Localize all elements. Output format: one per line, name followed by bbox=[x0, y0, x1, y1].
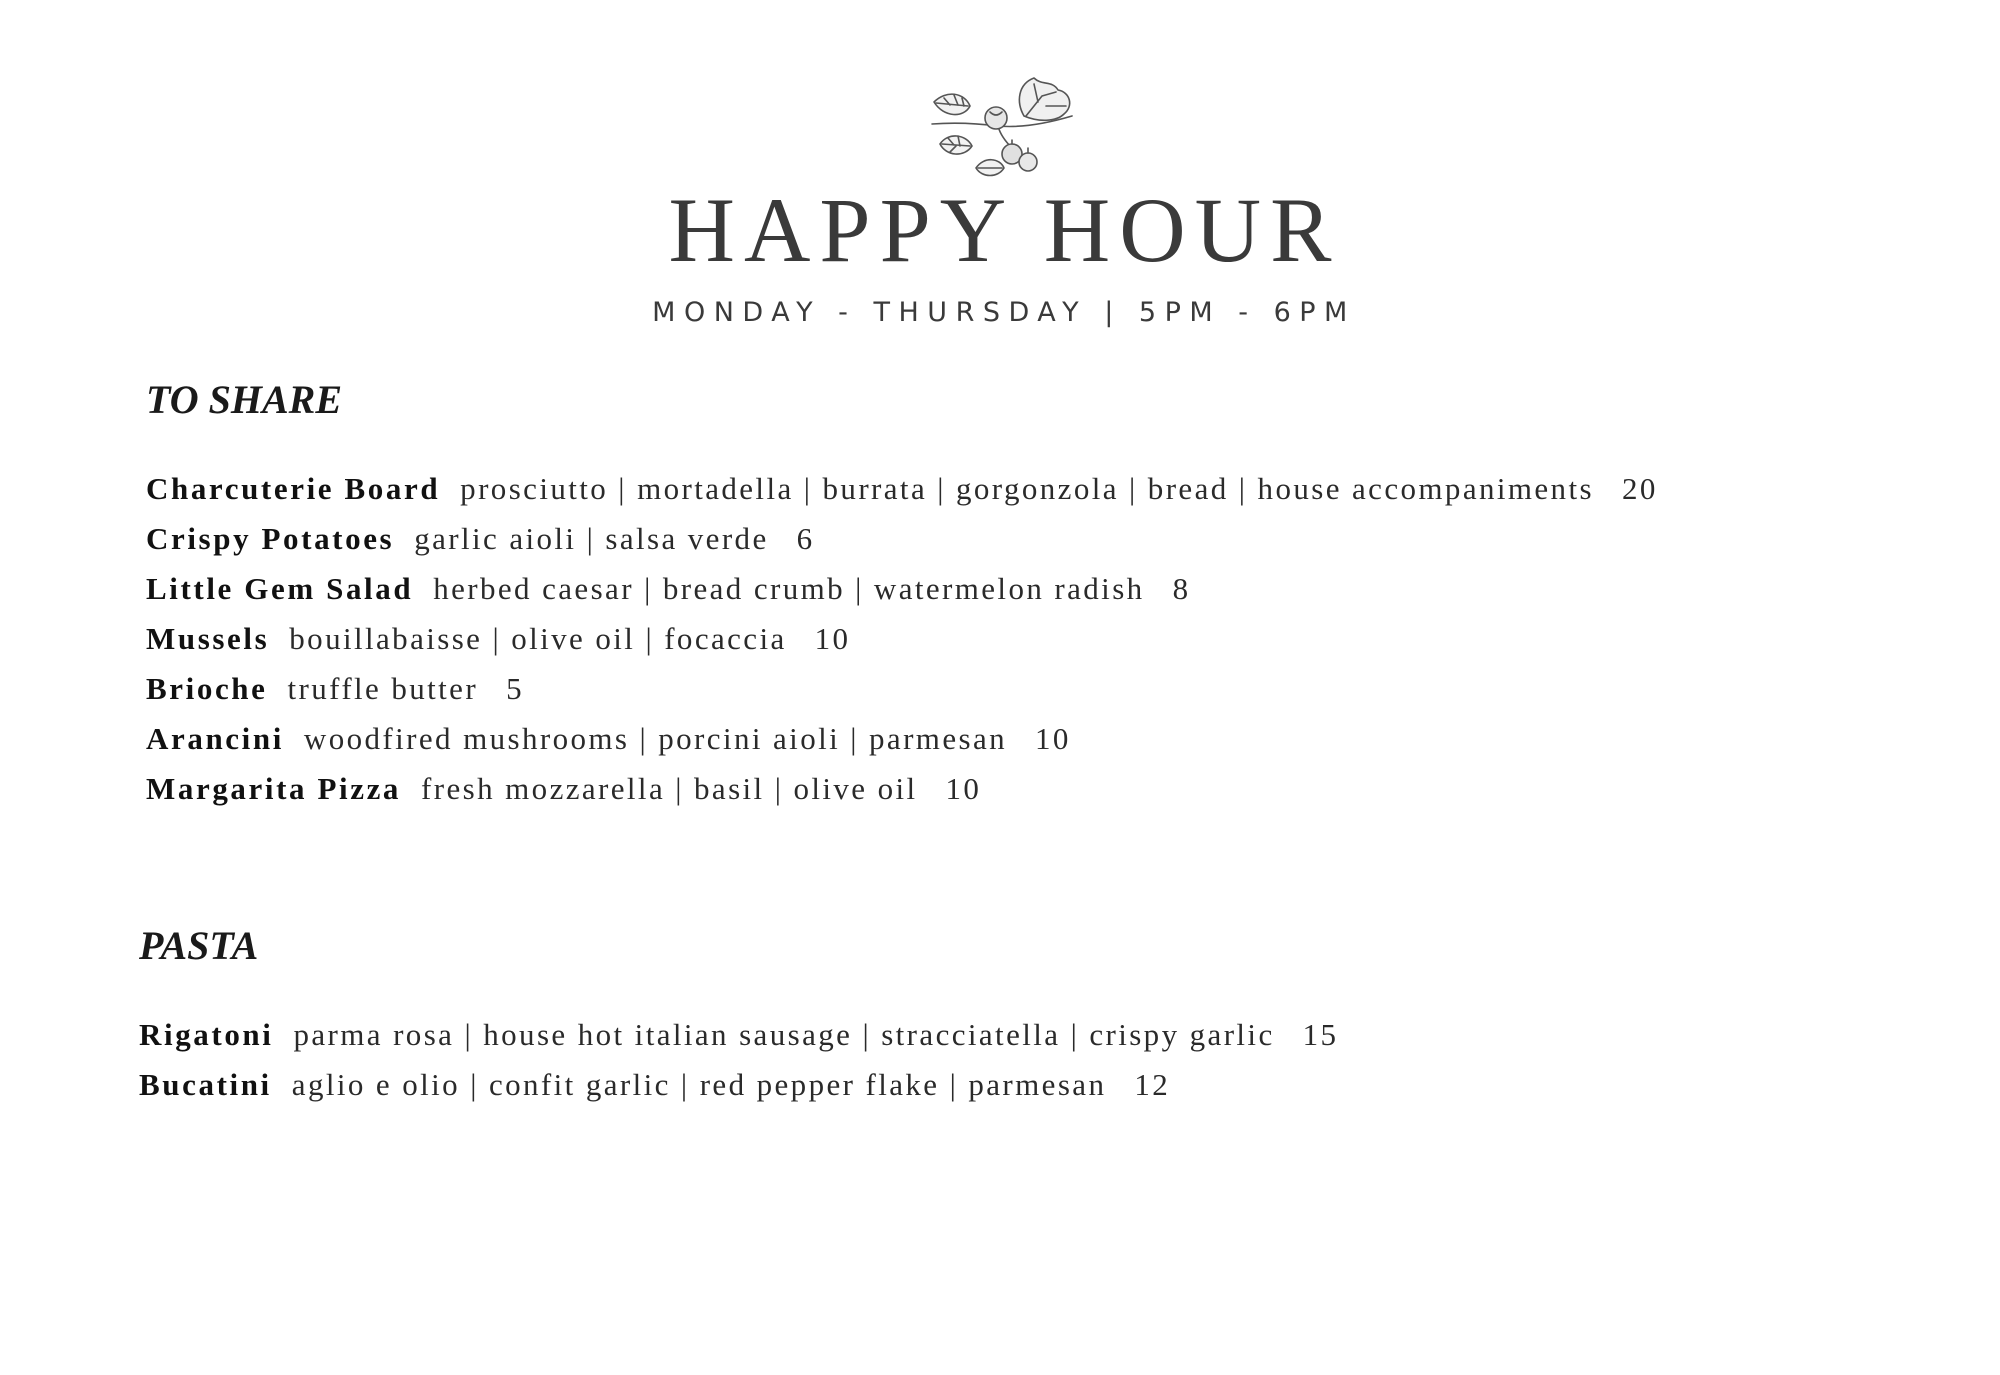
section-title: TO SHARE bbox=[146, 377, 342, 422]
item-name: Bucatini bbox=[139, 1067, 272, 1102]
item-price: 10 bbox=[945, 771, 982, 806]
item-price: 5 bbox=[506, 671, 524, 706]
menu-item bbox=[139, 1010, 1959, 1060]
menu-item bbox=[146, 464, 1966, 514]
menu-item bbox=[139, 1060, 1959, 1110]
item-price: 8 bbox=[1172, 571, 1191, 606]
item-name: Charcuterie Board bbox=[146, 471, 441, 506]
menu-item-list bbox=[146, 464, 1966, 814]
menu-item bbox=[146, 764, 1966, 814]
item-description: woodfired mushrooms | porcini aioli | parmesan bbox=[303, 721, 1007, 756]
item-price: 20 bbox=[1621, 471, 1658, 506]
section-title: PASTA bbox=[139, 923, 259, 968]
item-price: 15 bbox=[1302, 1017, 1339, 1052]
item-price: 6 bbox=[796, 521, 815, 556]
menu-item-list bbox=[139, 1010, 1959, 1110]
item-name: Brioche bbox=[146, 671, 268, 706]
menu-header bbox=[0, 72, 2000, 328]
menu-item bbox=[146, 614, 1966, 664]
item-price: 10 bbox=[1035, 721, 1071, 756]
item-description: fresh mozzarella | basil | olive oil bbox=[421, 771, 918, 806]
item-description: truffle butter bbox=[287, 671, 479, 706]
item-name: Margarita Pizza bbox=[146, 771, 402, 806]
item-description: herbed caesar | bread crumb | watermelon radish bbox=[433, 571, 1145, 606]
page-subtitle: MONDAY - THURSDAY | 5PM - 6PM bbox=[652, 297, 1356, 328]
section-pasta bbox=[139, 924, 1959, 1110]
item-name: Crispy Potatoes bbox=[146, 521, 395, 556]
item-description: parma rosa | house hot italian sausage | stracciatella | crispy garlic bbox=[293, 1017, 1275, 1052]
item-name: Rigatoni bbox=[139, 1017, 274, 1052]
item-price: 12 bbox=[1134, 1067, 1171, 1102]
fig-branch-icon bbox=[920, 72, 1080, 182]
menu-item bbox=[146, 514, 1966, 564]
item-name: Arancini bbox=[146, 721, 284, 756]
menu-item bbox=[146, 714, 1966, 764]
item-price: 10 bbox=[814, 621, 851, 656]
section-to-share bbox=[146, 378, 1966, 814]
item-name: Mussels bbox=[146, 621, 270, 656]
item-description: bouillabaisse | olive oil | focaccia bbox=[289, 621, 787, 656]
page-title: HAPPY HOUR bbox=[668, 179, 1341, 281]
item-name: Little Gem Salad bbox=[146, 571, 414, 606]
item-description: garlic aioli | salsa verde bbox=[414, 521, 769, 556]
menu-item bbox=[146, 664, 1966, 714]
menu-item bbox=[146, 564, 1966, 614]
item-description: aglio e olio | confit garlic | red pepper flake | parmesan bbox=[291, 1067, 1107, 1102]
item-description: prosciutto | mortadella | burrata | gorgonzola | bread | house accompaniments bbox=[460, 471, 1594, 506]
